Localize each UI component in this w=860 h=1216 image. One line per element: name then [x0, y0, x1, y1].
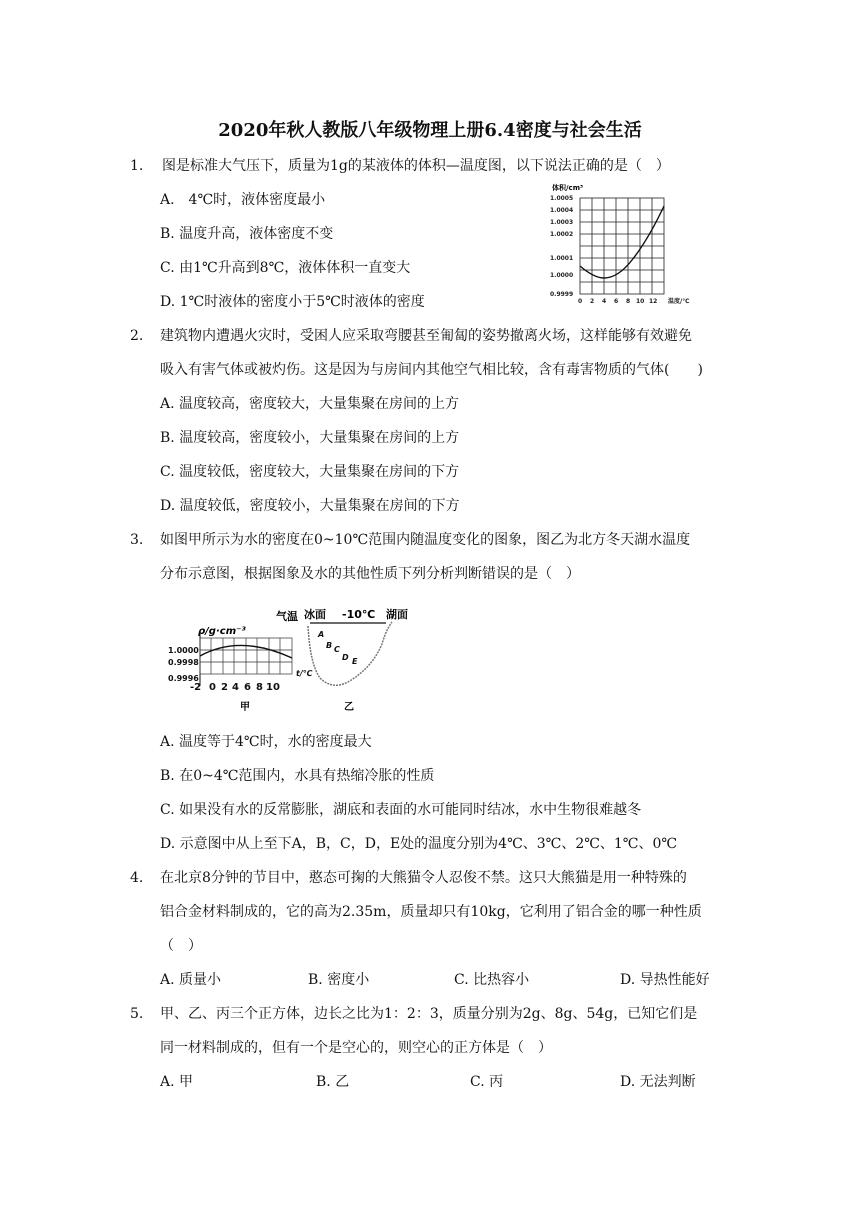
- option-b: B. 温度较高，密度较小，大量集聚在房间的上方: [160, 430, 460, 446]
- y-tick: 0.9998: [168, 658, 199, 667]
- y-tick: 1.0001: [550, 255, 574, 262]
- option-c: C. 丙: [470, 1074, 504, 1090]
- question-number: 4.: [130, 870, 144, 886]
- question-stem-line: 甲、乙、丙三个正方体，边长之比为1：2：3，质量分别为2g、8g、54g，已知它们是: [160, 1006, 698, 1022]
- caption-jia: 甲: [240, 702, 250, 713]
- option-c: C. 温度较低，密度较大，大量集聚在房间的下方: [160, 464, 460, 480]
- option-a: A. 质量小: [160, 972, 222, 988]
- temperature-label: -10℃: [342, 608, 376, 621]
- y-tick: 1.0003: [550, 219, 574, 226]
- point-label: E: [352, 657, 358, 666]
- water-density-figure: [160, 604, 440, 716]
- x-tick: 6: [614, 298, 619, 305]
- y-axis-label: 体积/cm³: [552, 184, 584, 192]
- option-b: B. 在0~4℃范围内，水具有热缩冷胀的性质: [160, 768, 435, 784]
- option-d: D. 无法判断: [620, 1074, 696, 1090]
- x-tick: 10: [636, 298, 645, 305]
- question-stem-line: 建筑物内遭遇火灾时，受困人应采取弯腰甚至匍匐的姿势撤离火场，这样能够有效避免: [160, 328, 692, 344]
- option-a: A. 甲: [160, 1074, 194, 1090]
- question-stem: 图是标准大气压下，质量为1g的某液体的体积—温度图，以下说法正确的是（ ）: [162, 158, 670, 174]
- x-tick: 0: [209, 682, 216, 693]
- y-tick: 1.0002: [550, 231, 574, 238]
- x-tick: 2: [221, 682, 228, 693]
- option-a: A. 4℃时，液体密度最小: [160, 192, 326, 208]
- question-stem-line: （ ）: [160, 938, 202, 954]
- question-stem-line: 铝合金材料制成的，它的高为2.35m，质量却只有10kg，它利用了铝合金的哪一种性质: [160, 904, 702, 920]
- option-d: D. 1℃时液体的密度小于5℃时液体的密度: [160, 294, 425, 310]
- caption-yi: 乙: [344, 702, 354, 713]
- x-tick: -2: [190, 682, 202, 693]
- y-tick: 1.0004: [550, 207, 574, 214]
- option-a: A. 温度等于4℃时，水的密度最大: [160, 734, 372, 750]
- y-tick: 0.9996: [168, 674, 199, 683]
- question-number: 2.: [130, 328, 144, 344]
- point-label: C: [334, 645, 340, 654]
- x-tick: 0: [578, 298, 583, 305]
- volume-curve: [580, 206, 664, 278]
- option-c: C. 如果没有水的反常膨胀，湖底和表面的水可能同时结冰，水中生物很难越冬: [160, 802, 642, 818]
- y-tick: 1.0000: [550, 272, 574, 279]
- option-b: B. 温度升高，液体密度不变: [160, 226, 334, 242]
- option-b: B. 乙: [316, 1074, 350, 1090]
- right-bank-label: 湖面: [386, 608, 408, 621]
- x-tick: 12: [649, 298, 658, 305]
- point-label: D: [342, 653, 349, 662]
- x-tick: 8: [256, 682, 263, 693]
- option-b: B. 密度小: [308, 972, 370, 988]
- ice-label: 冰面: [304, 608, 326, 621]
- question-number: 3.: [130, 532, 144, 548]
- question-stem-line: 同一材料制成的，但有一个是空心的，则空心的正方体是（ ）: [160, 1040, 552, 1056]
- point-label: B: [326, 641, 333, 650]
- page-title: 2020年秋人教版八年级物理上册6.4密度与社会生活: [218, 120, 642, 141]
- option-d: D. 温度较低，密度较小，大量集聚在房间的下方: [160, 498, 460, 514]
- question-number: 5.: [130, 1006, 144, 1022]
- x-tick: 8: [626, 298, 631, 305]
- density-y-label: ρ/g·cm⁻³: [198, 626, 246, 637]
- y-tick: 1.0005: [550, 195, 574, 202]
- x-axis-label: 温度/℃: [668, 298, 690, 305]
- question-stem-line: 吸入有害气体或被灼伤。这是因为与房间内其他空气相比较，含有毒害物质的气体( ): [160, 362, 703, 378]
- left-bank-label: 气温: [276, 610, 298, 623]
- option-a: A. 温度较高，密度较大，大量集聚在房间的上方: [160, 396, 460, 412]
- option-d: D. 示意图中从上至下A，B，C，D，E处的温度分别为4℃、3℃、2℃、1℃、0℃: [160, 836, 678, 852]
- x-tick: 4: [232, 682, 239, 693]
- option-d: D. 导热性能好: [620, 972, 710, 988]
- x-tick: 10: [266, 682, 280, 693]
- x-tick: 2: [590, 298, 595, 305]
- question-stem-line: 如图甲所示为水的密度在0~10℃范围内随温度变化的图象，图乙为北方冬天湖水温度: [160, 532, 691, 548]
- question-stem-line: 在北京8分钟的节目中，憨态可掬的大熊猫令人忍俊不禁。这只大熊猫是用一种特殊的: [160, 870, 687, 886]
- y-tick: 0.9999: [550, 291, 574, 298]
- option-c: C. 由1℃升高到8℃，液体体积一直变大: [160, 260, 411, 276]
- x-tick: 4: [602, 298, 607, 305]
- option-c: C. 比热容小: [454, 972, 530, 988]
- y-tick: 1.0000: [168, 646, 199, 655]
- point-label: A: [318, 630, 325, 639]
- question-number: 1.: [130, 158, 144, 174]
- x-tick: 6: [244, 682, 251, 693]
- unit-label: t/℃: [296, 669, 313, 678]
- question-stem-line: 分布示意图，根据图象及水的其他性质下列分析判断错误的是（ ）: [160, 566, 580, 582]
- volume-temperature-graph: [548, 180, 720, 308]
